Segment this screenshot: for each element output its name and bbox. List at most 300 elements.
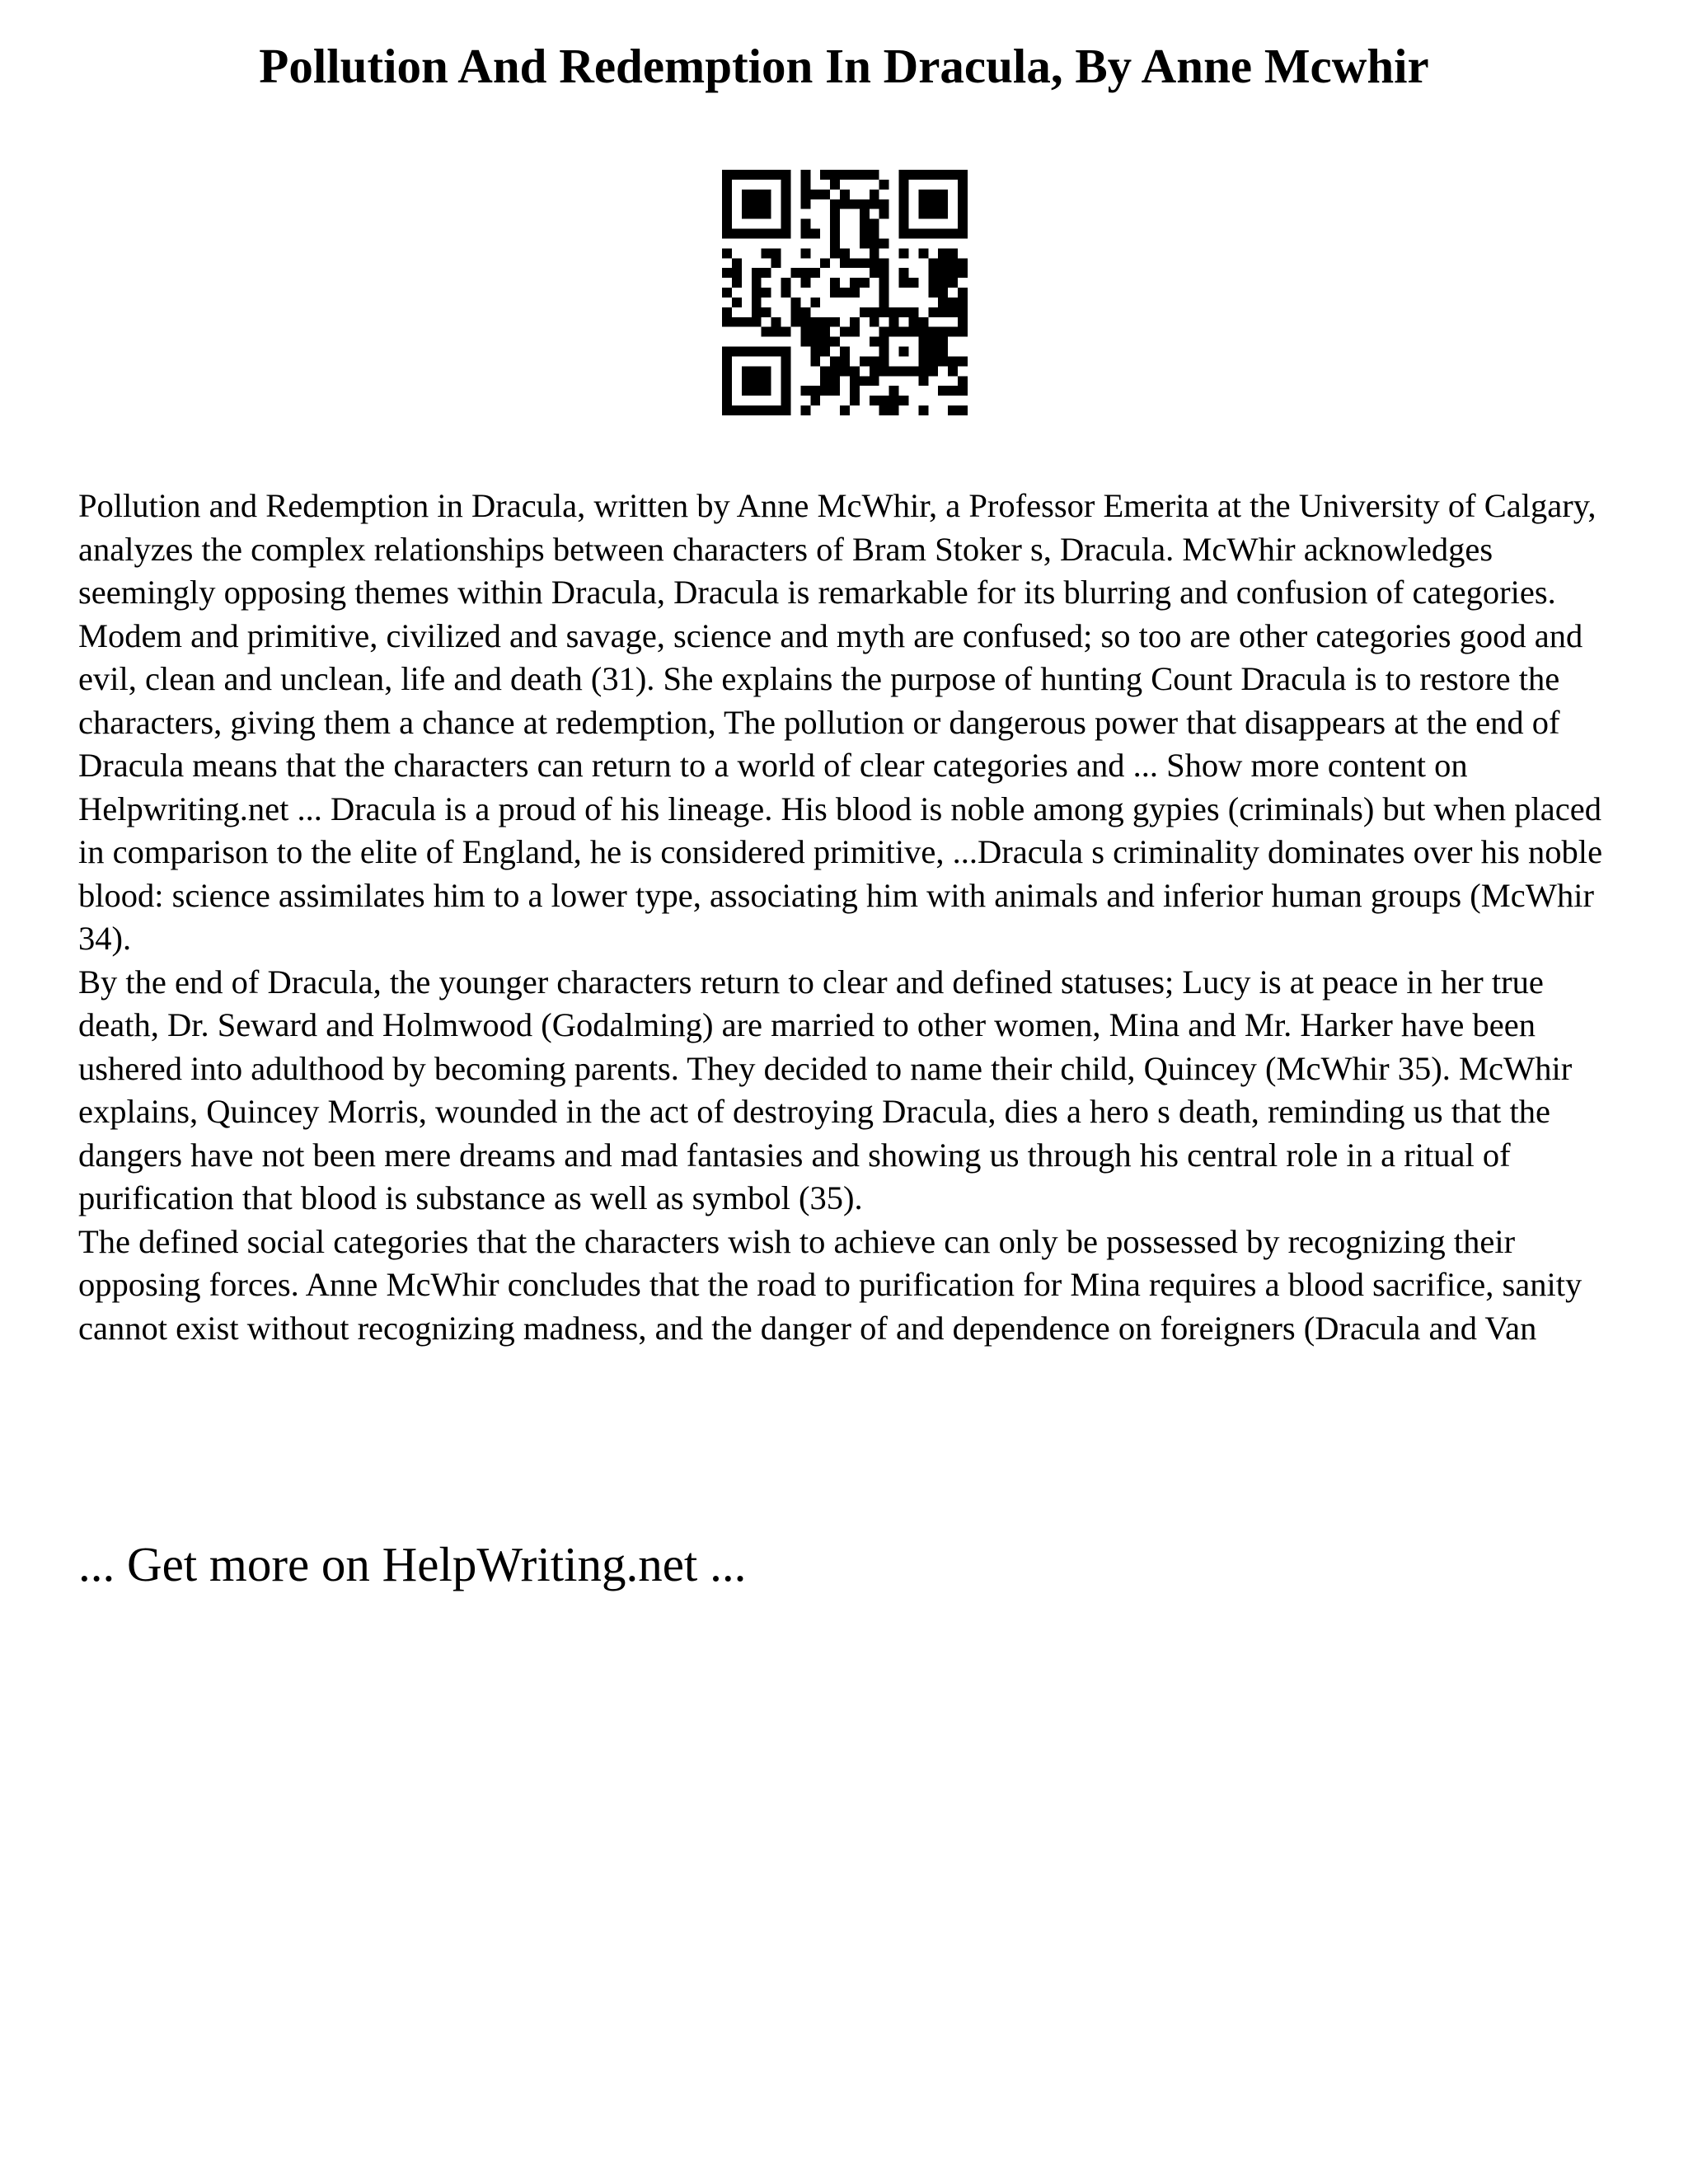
qr-module <box>781 347 791 357</box>
qr-module <box>722 366 732 376</box>
qr-module <box>918 170 928 180</box>
qr-module <box>850 396 860 405</box>
qr-module <box>958 209 968 219</box>
qr-module <box>850 366 860 376</box>
qr-module <box>870 317 879 327</box>
qr-module <box>742 209 752 219</box>
qr-module <box>879 366 889 376</box>
qr-module <box>830 356 840 366</box>
qr-module <box>762 327 771 337</box>
qr-module <box>948 307 958 317</box>
qr-module <box>722 347 732 357</box>
qr-module <box>860 238 870 248</box>
qr-module <box>762 170 771 180</box>
qr-module <box>810 268 820 278</box>
qr-module <box>948 356 958 366</box>
qr-module <box>810 347 820 357</box>
qr-module <box>742 376 752 386</box>
qr-module <box>830 337 840 347</box>
qr-module <box>870 307 879 317</box>
qr-module <box>870 170 879 180</box>
qr-module <box>810 386 820 396</box>
qr-module <box>918 347 928 357</box>
qr-module <box>830 229 840 239</box>
qr-module <box>810 356 820 366</box>
qr-module <box>762 376 771 386</box>
qr-module <box>762 209 771 219</box>
qr-module <box>938 337 948 347</box>
qr-module <box>860 258 870 268</box>
qr-module <box>840 199 850 209</box>
qr-module <box>958 327 968 337</box>
qr-module <box>781 396 791 405</box>
qr-module <box>752 405 762 415</box>
qr-module <box>762 199 771 209</box>
qr-module <box>781 356 791 366</box>
qr-module <box>800 337 810 347</box>
qr-module <box>918 248 928 258</box>
qr-module <box>800 317 810 327</box>
qr-module <box>830 209 840 219</box>
qr-module <box>830 386 840 396</box>
qr-module <box>790 268 800 278</box>
qr-module <box>830 288 840 298</box>
qr-module <box>781 278 791 288</box>
qr-module <box>771 258 781 268</box>
qr-module <box>840 327 850 337</box>
qr-module <box>870 229 879 239</box>
qr-module <box>899 248 909 258</box>
qr-module <box>722 268 732 278</box>
qr-module <box>899 180 909 190</box>
qr-module <box>840 288 850 298</box>
qr-module <box>781 219 791 229</box>
qr-module <box>860 278 870 288</box>
qr-module <box>752 347 762 357</box>
qr-module <box>820 327 830 337</box>
qr-module <box>860 229 870 239</box>
qr-module <box>958 376 968 386</box>
qr-module <box>889 307 899 317</box>
qr-module <box>722 248 732 258</box>
qr-module <box>810 298 820 307</box>
qr-module <box>948 278 958 288</box>
qr-module <box>722 288 732 298</box>
qr-module <box>948 366 958 376</box>
qr-module <box>928 307 938 317</box>
qr-module <box>918 317 928 327</box>
qr-module <box>762 307 771 317</box>
qr-module <box>752 317 762 327</box>
essay-paragraph-1: Pollution and Redemption in Dracula, written by Anne McWhir, a Professor Emerita at the University of Calgary, analyzes the complex relationships between characters of Bram Stoker s, Dracula. McWhir acknowledges seemingly opposing themes within Dracula, Dracula is remarkable for its blurring and confusion of categories. Modem and primitive, civilized and savage, science and myth are confused; so too are other categories good and evil, clean and unclean, life and death (31). She explains the purpose of hunting Count Dracula is to restore the characters, giving them a chance at redemption, The pollution or dangerous power that disappears at the end of Dracula means that the characters can return to a world of clear categories and ... Show more content on Helpwriting.net ... Dracula is a proud of his lineage. His blood is noble among gypies (criminals) but when placed in comparison to the elite of England, he is considered primitive, ...Dracula s criminality dominates over his noble blood: science assimilates him to a lower type, associating him with animals and inferior human groups (McWhir 34). <box>78 487 1603 957</box>
qr-module <box>889 396 899 405</box>
qr-module <box>830 219 840 229</box>
qr-module <box>790 307 800 317</box>
qr-module <box>938 356 948 366</box>
qr-module <box>918 327 928 337</box>
qr-module <box>908 229 918 239</box>
qr-module <box>810 337 820 347</box>
qr-module <box>840 170 850 180</box>
qr-module <box>781 366 791 376</box>
qr-module <box>732 268 742 278</box>
qr-module <box>840 190 850 199</box>
qr-module <box>810 317 820 327</box>
qr-module <box>938 347 948 357</box>
qr-module <box>918 190 928 199</box>
qr-module <box>879 209 889 219</box>
qr-module <box>918 229 928 239</box>
qr-module <box>870 248 879 258</box>
qr-module <box>938 307 948 317</box>
qr-module <box>722 199 732 209</box>
qr-module <box>781 229 791 239</box>
qr-module <box>752 278 762 288</box>
qr-module <box>928 356 938 366</box>
qr-code-graphic <box>722 170 968 415</box>
qr-module <box>830 248 840 258</box>
qr-module <box>732 258 742 268</box>
qr-module <box>800 405 810 415</box>
qr-module <box>958 307 968 317</box>
qr-module <box>752 298 762 307</box>
qr-module <box>800 190 810 199</box>
qr-module <box>732 229 742 239</box>
qr-module <box>870 376 879 386</box>
qr-module <box>948 386 958 396</box>
qr-module <box>899 366 909 376</box>
qr-module <box>928 199 938 209</box>
qr-module <box>870 396 879 405</box>
qr-module <box>850 327 860 337</box>
qr-module <box>722 376 732 386</box>
qr-module <box>870 268 879 278</box>
qr-module <box>840 258 850 268</box>
qr-module <box>948 327 958 337</box>
qr-module <box>762 386 771 396</box>
qr-module <box>742 190 752 199</box>
qr-module <box>860 219 870 229</box>
qr-module <box>870 219 879 229</box>
qr-module <box>840 347 850 357</box>
qr-module <box>860 376 870 386</box>
qr-module <box>800 268 810 278</box>
qr-module <box>722 396 732 405</box>
qr-module <box>722 190 732 199</box>
qr-module <box>918 199 928 209</box>
qr-module <box>722 229 732 239</box>
qr-module <box>958 219 968 229</box>
qr-module <box>820 386 830 396</box>
qr-module <box>879 238 889 248</box>
qr-module <box>938 190 948 199</box>
qr-module <box>879 396 889 405</box>
qr-module <box>870 366 879 376</box>
qr-module <box>958 405 968 415</box>
qr-module <box>879 337 889 347</box>
qr-module <box>762 248 771 258</box>
qr-module <box>870 356 879 366</box>
qr-module <box>800 219 810 229</box>
qr-module <box>840 366 850 376</box>
qr-module <box>850 170 860 180</box>
qr-module <box>908 170 918 180</box>
qr-module <box>781 190 791 199</box>
qr-module <box>879 278 889 288</box>
qr-module <box>762 366 771 376</box>
qr-module <box>899 327 909 337</box>
qr-module <box>800 199 810 209</box>
qr-module <box>781 170 791 180</box>
qr-module <box>899 209 909 219</box>
qr-module <box>752 376 762 386</box>
qr-module <box>820 337 830 347</box>
qr-module <box>958 317 968 327</box>
qr-module <box>938 229 948 239</box>
qr-module <box>752 268 762 278</box>
qr-module <box>879 347 889 357</box>
qr-module <box>860 170 870 180</box>
qr-module <box>820 347 830 357</box>
qr-module <box>928 278 938 288</box>
qr-module <box>928 170 938 180</box>
qr-module <box>938 278 948 288</box>
qr-module <box>879 199 889 209</box>
qr-module <box>732 278 742 288</box>
qr-module <box>908 307 918 317</box>
qr-module <box>781 180 791 190</box>
qr-module <box>722 219 732 229</box>
qr-module <box>762 288 771 298</box>
qr-module <box>899 199 909 209</box>
qr-module <box>860 199 870 209</box>
qr-module <box>762 405 771 415</box>
qr-module <box>870 238 879 248</box>
qr-module <box>899 307 909 317</box>
qr-module <box>820 317 830 327</box>
qr-module <box>820 366 830 376</box>
qr-module <box>830 278 840 288</box>
qr-module <box>820 376 830 386</box>
qr-module <box>722 307 732 317</box>
qr-module <box>860 307 870 317</box>
qr-module <box>899 229 909 239</box>
qr-module <box>800 278 810 288</box>
qr-module <box>958 356 968 366</box>
qr-module <box>800 170 810 180</box>
qr-module <box>899 190 909 199</box>
qr-module <box>928 229 938 239</box>
qr-module <box>928 366 938 376</box>
qr-module <box>722 405 732 415</box>
qr-module <box>948 405 958 415</box>
qr-module <box>879 356 889 366</box>
qr-module <box>860 356 870 366</box>
qr-module <box>918 376 928 386</box>
qr-module <box>732 347 742 357</box>
get-more-link[interactable]: ... Get more on HelpWriting.net ... <box>78 1537 747 1591</box>
qr-module <box>781 327 791 337</box>
qr-module <box>830 180 840 190</box>
qr-module <box>889 386 899 396</box>
qr-module <box>948 170 958 180</box>
qr-module <box>722 209 732 219</box>
qr-module <box>958 298 968 307</box>
qr-module <box>752 229 762 239</box>
qr-module <box>908 278 918 288</box>
qr-module <box>810 327 820 337</box>
qr-module <box>958 288 968 298</box>
qr-module <box>918 405 928 415</box>
qr-module <box>938 199 948 209</box>
qr-module <box>762 190 771 199</box>
qr-module <box>800 248 810 258</box>
qr-module <box>820 190 830 199</box>
qr-module <box>889 317 899 327</box>
essay-body <box>78 485 1620 1350</box>
qr-module <box>810 396 820 405</box>
qr-module <box>870 190 879 199</box>
qr-module <box>752 366 762 376</box>
qr-module <box>938 268 948 278</box>
qr-module <box>781 288 791 298</box>
qr-module <box>810 229 820 239</box>
qr-module <box>771 317 781 327</box>
qr-module <box>800 180 810 190</box>
qr-module <box>790 298 800 307</box>
qr-module <box>938 209 948 219</box>
qr-module <box>722 317 732 327</box>
qr-module <box>948 258 958 268</box>
qr-module <box>722 386 732 396</box>
qr-module <box>830 366 840 376</box>
qr-module <box>938 327 948 337</box>
qr-module <box>918 337 928 347</box>
qr-module <box>781 386 791 396</box>
qr-module <box>830 238 840 248</box>
qr-module <box>722 356 732 366</box>
qr-module <box>810 190 820 199</box>
qr-module <box>771 229 781 239</box>
qr-module <box>781 376 791 386</box>
qr-module <box>830 317 840 327</box>
qr-module <box>771 248 781 258</box>
qr-module <box>771 170 781 180</box>
qr-module <box>850 288 860 298</box>
qr-module <box>781 199 791 209</box>
qr-module <box>850 258 860 268</box>
qr-module <box>742 199 752 209</box>
qr-module <box>752 209 762 219</box>
qr-module <box>752 170 762 180</box>
qr-module <box>928 190 938 199</box>
qr-module <box>830 170 840 180</box>
qr-module <box>860 209 870 219</box>
qr-module <box>958 268 968 278</box>
qr-module <box>879 405 889 415</box>
qr-module <box>879 268 889 278</box>
qr-module <box>958 386 968 396</box>
qr-module <box>752 288 762 298</box>
qr-module <box>781 405 791 415</box>
qr-module <box>928 268 938 278</box>
qr-module <box>918 356 928 366</box>
qr-module <box>742 405 752 415</box>
qr-module <box>762 268 771 278</box>
qr-module <box>830 199 840 209</box>
qr-module <box>850 278 860 288</box>
qr-module <box>938 288 948 298</box>
qr-module <box>948 248 958 258</box>
qr-module <box>899 347 909 357</box>
qr-module <box>800 307 810 317</box>
qr-module <box>870 199 879 209</box>
qr-module <box>800 229 810 239</box>
qr-module <box>850 376 860 386</box>
qr-module <box>840 248 850 258</box>
qr-module <box>732 170 742 180</box>
qr-module <box>771 405 781 415</box>
qr-module <box>889 327 899 337</box>
qr-module <box>742 317 752 327</box>
qr-module <box>908 327 918 337</box>
qr-module <box>918 209 928 219</box>
qr-module <box>742 386 752 396</box>
qr-module <box>958 170 968 180</box>
qr-module <box>938 298 948 307</box>
qr-module <box>899 219 909 229</box>
qr-module <box>908 317 918 327</box>
qr-code-icon <box>722 170 968 415</box>
qr-module <box>732 317 742 327</box>
qr-module <box>722 170 732 180</box>
qr-module <box>830 376 840 386</box>
qr-module <box>889 405 899 415</box>
qr-module <box>899 170 909 180</box>
qr-module <box>928 327 938 337</box>
qr-module <box>899 278 909 288</box>
qr-module <box>781 209 791 219</box>
qr-module <box>908 366 918 376</box>
qr-module <box>752 386 762 396</box>
qr-module <box>742 229 752 239</box>
qr-module <box>958 199 968 209</box>
qr-module <box>879 307 889 317</box>
qr-module <box>870 337 879 347</box>
qr-module <box>850 317 860 327</box>
page-title: Pollution And Redemption In Dracula, By Anne Mcwhir <box>259 39 1429 93</box>
qr-module <box>938 248 948 258</box>
qr-module <box>889 366 899 376</box>
qr-module <box>742 170 752 180</box>
qr-module <box>938 170 948 180</box>
qr-module <box>752 307 762 317</box>
qr-module <box>899 268 909 278</box>
qr-module <box>850 199 860 209</box>
qr-module <box>958 180 968 190</box>
qr-module <box>958 258 968 268</box>
qr-module <box>752 190 762 199</box>
qr-module <box>938 386 948 396</box>
qr-module <box>879 288 889 298</box>
qr-module <box>879 327 889 337</box>
qr-module <box>840 405 850 415</box>
qr-module <box>742 366 752 376</box>
qr-module <box>840 356 850 366</box>
qr-module <box>762 229 771 239</box>
qr-module <box>850 386 860 396</box>
qr-module <box>948 298 958 307</box>
